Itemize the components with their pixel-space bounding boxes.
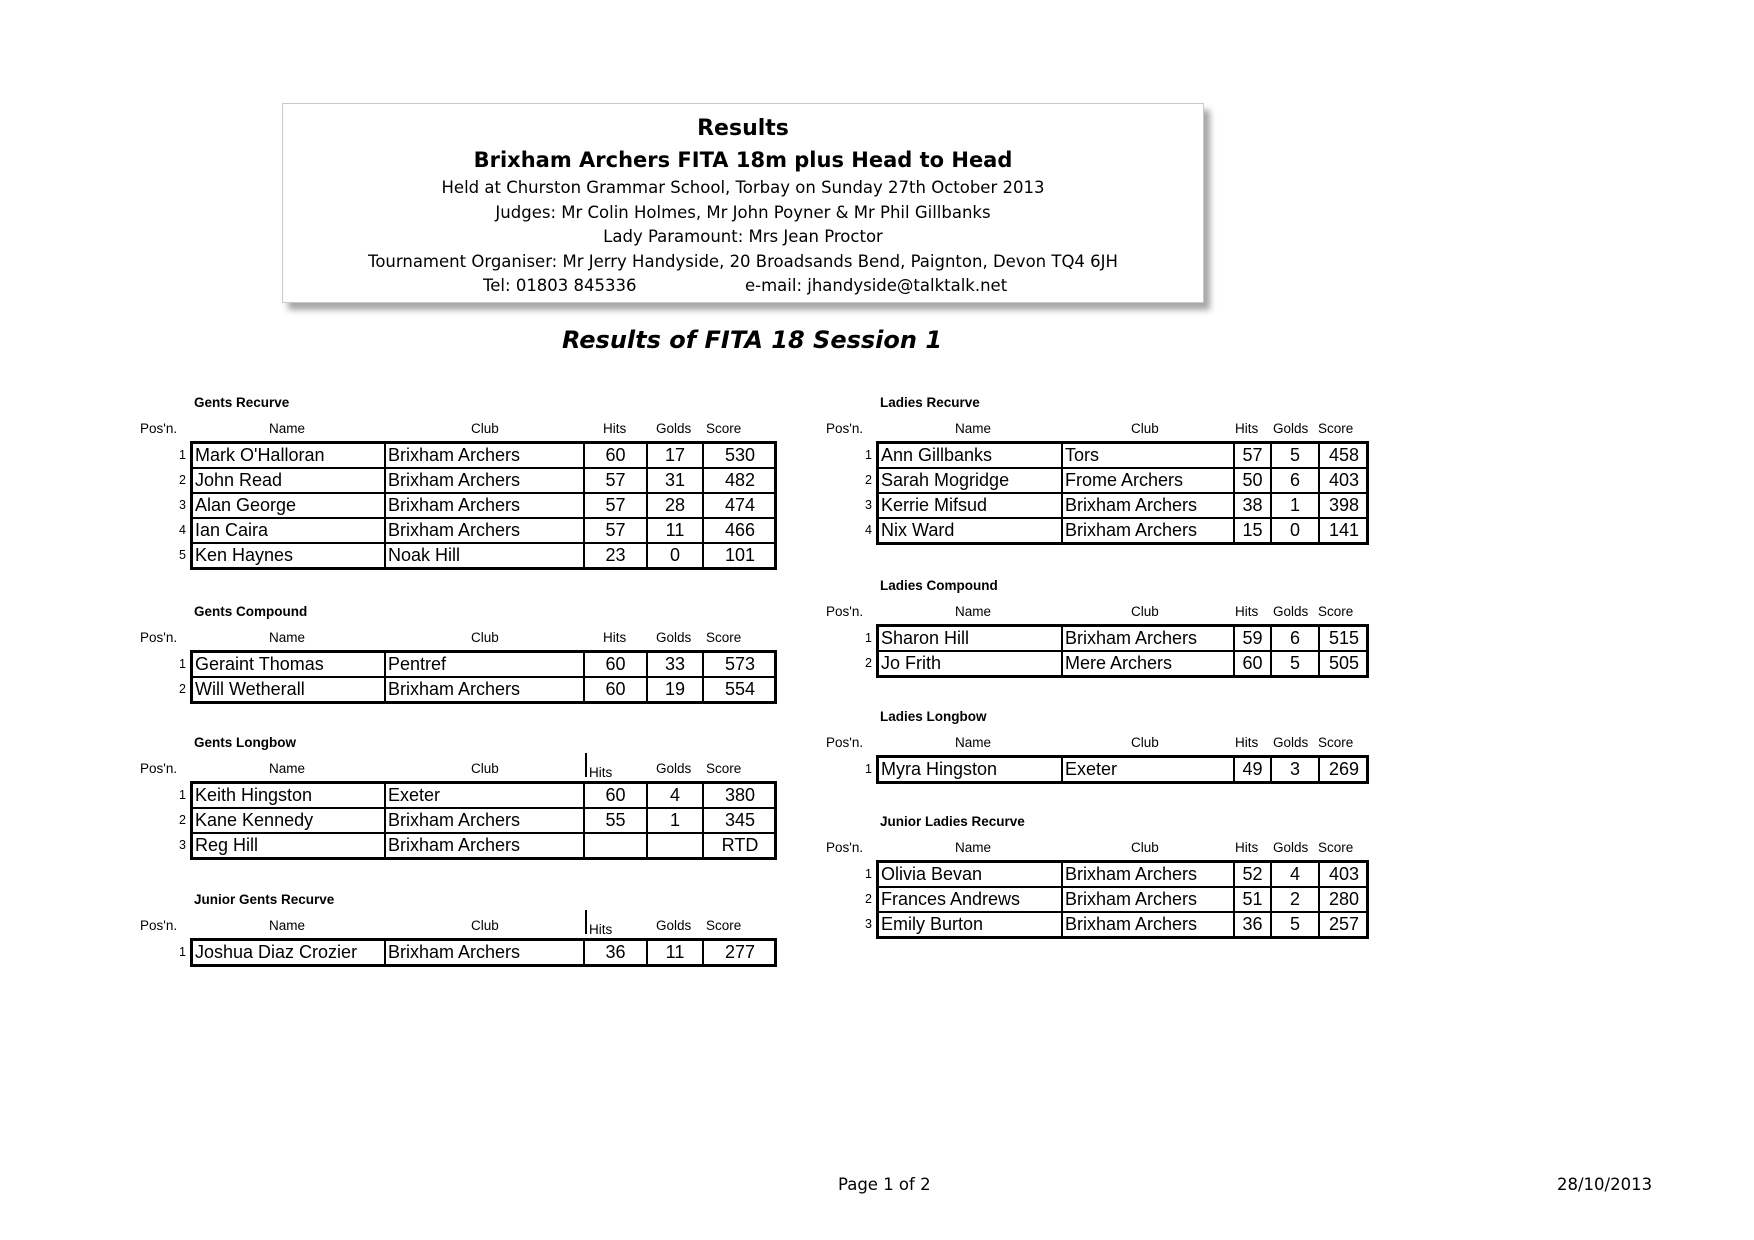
hits-header: Hits <box>1235 604 1259 619</box>
table-row <box>879 444 1366 469</box>
pos-header: Pos'n. <box>826 735 864 750</box>
table-row <box>193 941 774 964</box>
golds-cell: 0 <box>1270 519 1318 542</box>
name-cell: Nix Ward <box>881 520 955 540</box>
name-cell: Kane Kennedy <box>195 810 314 830</box>
club-header: Club <box>1131 840 1159 855</box>
hits-header: Hits <box>603 630 627 645</box>
judges-line: Judges: Mr Colin Holmes, Mr John Poyner & Mr Phil Gillbanks <box>495 202 991 222</box>
table-row <box>193 519 774 544</box>
name-cell: Emily Burton <box>881 914 984 934</box>
score-header: Score <box>1318 421 1354 436</box>
club-cell: Brixham Archers <box>384 519 585 542</box>
hits-header: Hits <box>1235 421 1259 436</box>
name-header: Name <box>955 840 992 855</box>
hits-header: Hits <box>585 753 612 777</box>
hits-cell: 60 <box>583 678 646 701</box>
score-header: Score <box>706 630 742 645</box>
name-cell: Frances Andrews <box>881 889 1021 909</box>
score-header: Score <box>1318 840 1354 855</box>
gents-longbow-table <box>190 781 777 860</box>
name-cell: Jo Frith <box>881 653 942 673</box>
table-row <box>193 544 774 567</box>
table-row <box>879 494 1366 519</box>
results-title: Results <box>697 116 789 141</box>
score-cell: 403 <box>1318 863 1368 886</box>
gents-compound-table <box>190 650 777 704</box>
hits-cell: 55 <box>583 809 646 832</box>
score-cell: 257 <box>1318 913 1368 936</box>
score-header: Score <box>706 761 742 776</box>
results-header-box <box>282 103 1204 303</box>
name-cell: Kerrie Mifsud <box>881 495 988 515</box>
golds-header: Golds <box>1273 604 1309 619</box>
position-number: 1 <box>179 448 186 462</box>
golds-header: Golds <box>1273 735 1309 750</box>
position-number: 2 <box>865 892 872 906</box>
club-cell: Brixham Archers <box>1061 627 1235 650</box>
table-row <box>879 652 1366 675</box>
position-number: 4 <box>179 523 186 537</box>
score-cell: 345 <box>702 809 776 832</box>
golds-cell: 6 <box>1270 469 1318 492</box>
score-cell: 269 <box>1318 758 1368 781</box>
position-number: 3 <box>865 498 872 512</box>
golds-header: Golds <box>1273 840 1309 855</box>
club-header: Club <box>471 421 499 436</box>
table-row <box>193 444 774 469</box>
score-header: Score <box>706 918 742 933</box>
table-row <box>879 519 1366 542</box>
golds-cell: 33 <box>646 653 702 676</box>
position-number: 2 <box>865 473 872 487</box>
name-cell: Alan George <box>195 495 297 515</box>
position-number: 5 <box>179 548 186 562</box>
venue-line: Held at Churston Grammar School, Torbay on Sunday 27th October 2013 <box>441 178 1045 197</box>
club-cell: Brixham Archers <box>384 809 585 832</box>
club-cell: Brixham Archers <box>384 678 585 701</box>
position-number: 1 <box>179 788 186 802</box>
hits-cell: 50 <box>1233 469 1270 492</box>
hits-cell: 59 <box>1233 627 1270 650</box>
name-header: Name <box>955 735 992 750</box>
club-cell: Brixham Archers <box>1061 888 1235 911</box>
position-number: 1 <box>865 867 872 881</box>
club-cell: Brixham Archers <box>384 469 585 492</box>
position-number: 2 <box>179 682 186 696</box>
position-number: 1 <box>179 945 186 959</box>
hits-header: Hits <box>585 910 612 934</box>
golds-cell <box>646 834 702 857</box>
pos-header: Pos'n. <box>140 918 178 933</box>
table-row <box>879 758 1366 781</box>
name-cell: Geraint Thomas <box>195 654 324 674</box>
score-cell: 403 <box>1318 469 1368 492</box>
score-cell: 380 <box>702 784 776 807</box>
name-cell: Mark O'Halloran <box>195 445 325 465</box>
gents-recurve-heading: Gents Recurve <box>194 395 290 410</box>
hits-cell: 36 <box>583 941 646 964</box>
hits-cell: 52 <box>1233 863 1270 886</box>
junior-gents-recurve-table <box>190 938 777 967</box>
score-cell: 530 <box>702 444 776 467</box>
club-header: Club <box>1131 421 1159 436</box>
table-row <box>193 834 774 857</box>
golds-cell: 28 <box>646 494 702 517</box>
club-cell: Brixham Archers <box>384 444 585 467</box>
page-number: Page 1 of 2 <box>838 1175 931 1194</box>
golds-cell: 1 <box>1270 494 1318 517</box>
hits-cell <box>583 834 646 857</box>
name-cell: Ian Caira <box>195 520 269 540</box>
ladies-recurve-table <box>876 441 1369 545</box>
junior-gents-recurve-heading: Junior Gents Recurve <box>194 892 335 907</box>
club-cell: Tors <box>1061 444 1235 467</box>
golds-header: Golds <box>656 630 692 645</box>
hits-cell: 60 <box>583 784 646 807</box>
club-cell: Mere Archers <box>1061 652 1235 675</box>
print-date: 28/10/2013 <box>1557 1175 1653 1194</box>
session-title: Results of FITA 18 Session 1 <box>561 326 943 354</box>
golds-cell: 19 <box>646 678 702 701</box>
golds-header: Golds <box>656 918 692 933</box>
pos-header: Pos'n. <box>826 604 864 619</box>
name-cell: Reg Hill <box>195 835 259 855</box>
score-header: Score <box>1318 604 1354 619</box>
contact-line <box>283 274 1203 298</box>
position-number: 2 <box>865 656 872 670</box>
golds-cell: 1 <box>646 809 702 832</box>
pos-header: Pos'n. <box>826 421 864 436</box>
pos-header: Pos'n. <box>826 840 864 855</box>
score-cell: 277 <box>702 941 776 964</box>
club-header: Club <box>1131 735 1159 750</box>
hits-cell: 36 <box>1233 913 1270 936</box>
golds-cell: 17 <box>646 444 702 467</box>
club-cell: Brixham Archers <box>1061 913 1235 936</box>
position-number: 1 <box>179 657 186 671</box>
table-row <box>193 469 774 494</box>
name-header: Name <box>955 604 992 619</box>
position-number: 3 <box>865 917 872 931</box>
hits-cell: 60 <box>1233 652 1270 675</box>
golds-header: Golds <box>656 761 692 776</box>
hits-cell: 15 <box>1233 519 1270 542</box>
position-number: 1 <box>865 448 872 462</box>
telephone: Tel: 01803 845336 <box>483 276 637 295</box>
name-cell: Myra Hingston <box>881 759 998 779</box>
name-header: Name <box>269 421 306 436</box>
golds-cell: 5 <box>1270 652 1318 675</box>
club-cell: Brixham Archers <box>1061 863 1235 886</box>
hits-cell: 23 <box>583 544 646 567</box>
golds-cell: 11 <box>646 519 702 542</box>
table-row <box>193 809 774 834</box>
golds-cell: 31 <box>646 469 702 492</box>
score-cell: 101 <box>702 544 776 567</box>
golds-cell: 3 <box>1270 758 1318 781</box>
ladies-longbow-table <box>876 755 1369 784</box>
event-title: Brixham Archers FITA 18m plus Head to Head <box>473 148 1013 172</box>
score-cell: 573 <box>702 653 776 676</box>
club-cell: Brixham Archers <box>1061 494 1235 517</box>
position-number: 2 <box>179 473 186 487</box>
hits-header: Hits <box>1235 840 1259 855</box>
hits-cell: 38 <box>1233 494 1270 517</box>
score-cell: 515 <box>1318 627 1368 650</box>
gents-compound-heading: Gents Compound <box>194 604 308 619</box>
name-cell: John Read <box>195 470 283 490</box>
position-number: 1 <box>865 762 872 776</box>
table-row <box>879 913 1366 936</box>
name-cell: Keith Hingston <box>195 785 313 805</box>
name-cell: Olivia Bevan <box>881 864 983 884</box>
name-header: Name <box>269 918 306 933</box>
golds-cell: 4 <box>1270 863 1318 886</box>
junior-ladies-recurve-heading: Junior Ladies Recurve <box>880 814 1025 829</box>
ladies-compound-heading: Ladies Compound <box>880 578 998 593</box>
table-row <box>193 494 774 519</box>
score-cell: 482 <box>702 469 776 492</box>
table-row <box>879 469 1366 494</box>
hits-cell: 57 <box>583 469 646 492</box>
club-cell: Brixham Archers <box>1061 519 1235 542</box>
golds-cell: 4 <box>646 784 702 807</box>
hits-header: Hits <box>603 421 627 436</box>
score-cell: 458 <box>1318 444 1368 467</box>
club-cell: Frome Archers <box>1061 469 1235 492</box>
score-cell: 554 <box>702 678 776 701</box>
score-cell: RTD <box>702 834 776 857</box>
golds-cell: 5 <box>1270 444 1318 467</box>
table-row <box>193 653 774 678</box>
score-cell: 505 <box>1318 652 1368 675</box>
name-cell: Sharon Hill <box>881 628 970 648</box>
table-row <box>193 678 774 701</box>
ladies-compound-table <box>876 624 1369 678</box>
score-cell: 474 <box>702 494 776 517</box>
club-header: Club <box>1131 604 1159 619</box>
club-cell: Brixham Archers <box>384 494 585 517</box>
golds-header: Golds <box>656 421 692 436</box>
score-header: Score <box>1318 735 1354 750</box>
ladies-recurve-heading: Ladies Recurve <box>880 395 980 410</box>
club-cell: Brixham Archers <box>384 834 585 857</box>
ladies-longbow-heading: Ladies Longbow <box>880 709 987 724</box>
golds-cell: 11 <box>646 941 702 964</box>
organiser-line: Tournament Organiser: Mr Jerry Handyside, 20 Broadsands Bend, Paignton, Devon TQ4 6JH <box>368 251 1118 271</box>
pos-header: Pos'n. <box>140 630 178 645</box>
golds-cell: 5 <box>1270 913 1318 936</box>
club-header: Club <box>471 630 499 645</box>
name-header: Name <box>269 761 306 776</box>
score-cell: 398 <box>1318 494 1368 517</box>
score-cell: 141 <box>1318 519 1368 542</box>
golds-cell: 2 <box>1270 888 1318 911</box>
hits-cell: 57 <box>1233 444 1270 467</box>
score-header: Score <box>706 421 742 436</box>
position-number: 3 <box>179 498 186 512</box>
hits-cell: 57 <box>583 494 646 517</box>
name-cell: Joshua Diaz Crozier <box>195 942 358 962</box>
club-header: Club <box>471 918 499 933</box>
gents-recurve-table <box>190 441 777 570</box>
golds-header: Golds <box>1273 421 1309 436</box>
club-header: Club <box>471 761 499 776</box>
table-row <box>193 784 774 809</box>
club-cell: Noak Hill <box>384 544 585 567</box>
club-cell: Exeter <box>1061 758 1235 781</box>
score-cell: 466 <box>702 519 776 542</box>
table-row <box>879 863 1366 888</box>
gents-longbow-heading: Gents Longbow <box>194 735 296 750</box>
golds-cell: 0 <box>646 544 702 567</box>
name-header: Name <box>955 421 992 436</box>
golds-cell: 6 <box>1270 627 1318 650</box>
name-cell: Ann Gillbanks <box>881 445 993 465</box>
lady-paramount-line: Lady Paramount: Mrs Jean Proctor <box>603 227 883 246</box>
club-cell: Pentref <box>384 653 585 676</box>
name-cell: Ken Haynes <box>195 545 294 565</box>
hits-cell: 51 <box>1233 888 1270 911</box>
position-number: 2 <box>179 813 186 827</box>
hits-cell: 57 <box>583 519 646 542</box>
table-row <box>879 627 1366 652</box>
name-cell: Will Wetherall <box>195 679 305 699</box>
pos-header: Pos'n. <box>140 761 178 776</box>
junior-ladies-recurve-table <box>876 860 1369 939</box>
pos-header: Pos'n. <box>140 421 178 436</box>
table-row <box>879 888 1366 913</box>
position-number: 1 <box>865 631 872 645</box>
name-cell: Sarah Mogridge <box>881 470 1010 490</box>
club-cell: Exeter <box>384 784 585 807</box>
name-header: Name <box>269 630 306 645</box>
club-cell: Brixham Archers <box>384 941 585 964</box>
hits-header: Hits <box>1235 735 1259 750</box>
hits-cell: 60 <box>583 653 646 676</box>
position-number: 4 <box>865 523 872 537</box>
position-number: 3 <box>179 838 186 852</box>
score-cell: 280 <box>1318 888 1368 911</box>
email-address: e-mail: jhandyside@talktalk.net <box>745 276 1008 295</box>
hits-cell: 49 <box>1233 758 1270 781</box>
hits-cell: 60 <box>583 444 646 467</box>
